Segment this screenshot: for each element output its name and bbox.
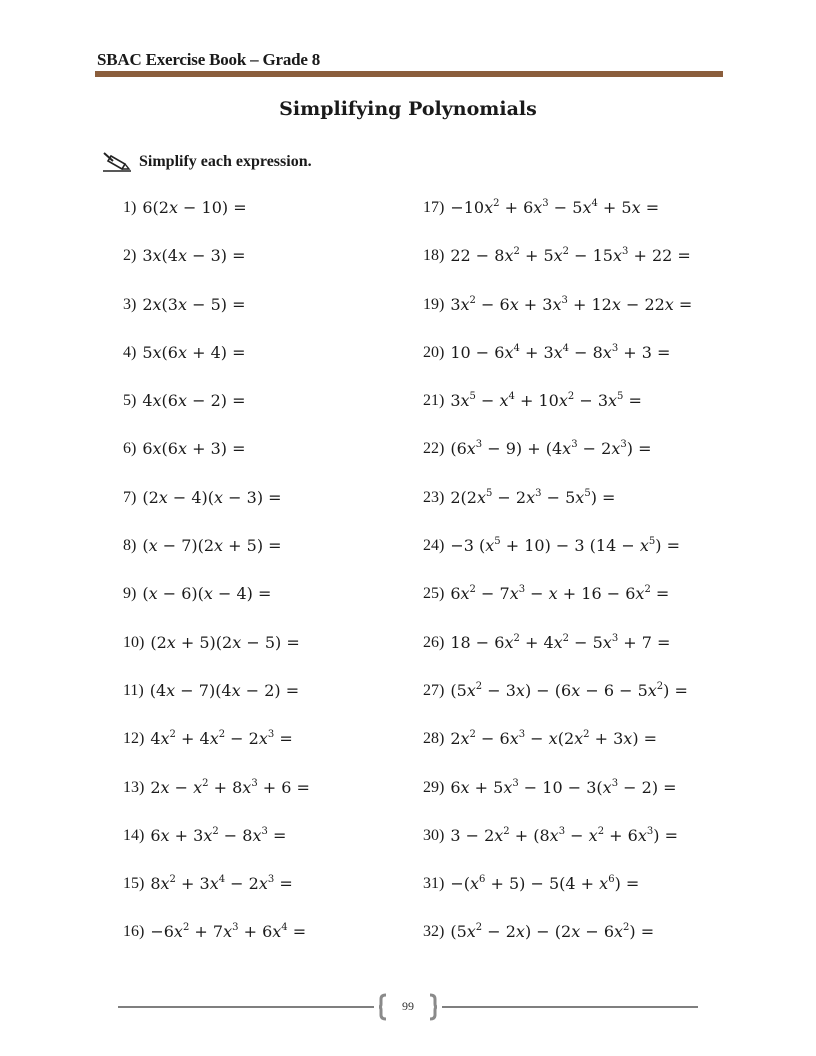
problem-expression: $-6x^2 + 7x^3 + 6x^4$ =: [150, 922, 307, 942]
problem-number: 13): [123, 778, 145, 796]
problem-item: [423, 920, 692, 968]
problem-item: [423, 679, 692, 727]
problem-number: 23): [423, 488, 445, 506]
problem-item: [423, 872, 692, 920]
footer-rule-right: [442, 1006, 698, 1008]
problem-number: 27): [423, 681, 445, 699]
header-rule: [95, 71, 723, 77]
problem-expression: $6x + 5x^3 - 10 - 3(x^3 - 2)$ =: [450, 777, 677, 797]
problem-expression: $(5x^2 - 2x) - (2x - 6x^2)$ =: [450, 922, 655, 942]
problem-number: 15): [123, 875, 145, 893]
problem-expression: (2x − 4)(x − 3) =: [142, 487, 282, 507]
problem-item: [423, 244, 692, 292]
problem-expression: $4x^2 + 4x^2 - 2x^3$ =: [150, 729, 293, 749]
page-title: Simplifying Polynomials: [279, 98, 537, 120]
problem-expression: 3x(4x − 3) =: [142, 246, 246, 266]
problem-expression: $3x^5 - x^4 + 10x^2 - 3x^5$ =: [450, 391, 642, 411]
problem-number: 29): [423, 778, 445, 796]
problem-item: [123, 776, 310, 824]
problem-expression: $-(x^6 + 5) - 5(4 + x^6)$ =: [450, 874, 640, 894]
problem-item: [423, 824, 692, 872]
problem-item: [123, 727, 310, 775]
problem-expression: (x − 7)(2x + 5) =: [142, 536, 282, 556]
problem-item: [423, 293, 692, 341]
instructions: [101, 150, 312, 174]
problem-number: 30): [423, 826, 445, 844]
problem-expression: $6x + 3x^2 - 8x^3$ =: [150, 825, 287, 845]
problem-item: [123, 293, 310, 341]
problem-item: [123, 582, 310, 630]
problems-right-column: [423, 196, 692, 969]
problem-item: [423, 486, 692, 534]
problem-item: [423, 582, 692, 630]
problem-item: [423, 196, 692, 244]
page-number: 99: [402, 999, 414, 1013]
problem-item: [123, 341, 310, 389]
problem-number: 21): [423, 392, 445, 410]
problem-expression: $(6x^3 - 9) + (4x^3 - 2x^3)$ =: [450, 439, 652, 459]
problem-number: 6): [123, 440, 137, 458]
problem-item: [423, 341, 692, 389]
problem-expression: $3 - 2x^2 + (8x^3 - x^2 + 6x^3)$ =: [450, 825, 678, 845]
problem-number: 16): [123, 923, 145, 941]
problem-item: [423, 631, 692, 679]
problem-number: 20): [423, 343, 445, 361]
problem-number: 25): [423, 585, 445, 603]
problem-number: 5): [123, 392, 137, 410]
problem-item: [123, 196, 310, 244]
problem-item: [123, 920, 310, 968]
problem-expression: 6x(6x + 3) =: [142, 439, 246, 459]
problem-expression: $6x^2 - 7x^3 - x + 16 - 6x^2$ =: [450, 584, 670, 604]
problem-expression: 4x(6x − 2) =: [142, 391, 246, 411]
problem-number: 14): [123, 826, 145, 844]
problem-expression: (4x − 7)(4x − 2) =: [149, 680, 300, 700]
problem-item: [123, 486, 310, 534]
problem-number: 3): [123, 295, 137, 313]
problem-number: 19): [423, 295, 445, 313]
problem-expression: $10 - 6x^4 + 3x^4 - 8x^3 + 3$ =: [450, 342, 671, 362]
problem-number: 31): [423, 875, 445, 893]
problem-item: [123, 437, 310, 485]
instructions-text: Simplify each expression.: [139, 153, 312, 170]
problems-left-column: [123, 196, 310, 969]
problem-item: [423, 727, 692, 775]
problem-item: [123, 631, 310, 679]
problem-number: 1): [123, 199, 137, 216]
problem-number: 4): [123, 343, 137, 361]
problem-item: [123, 244, 310, 292]
problem-number: 26): [423, 633, 445, 651]
footer-rule-left: [118, 1006, 374, 1008]
problem-expression: 5x(6x + 4) =: [142, 342, 246, 362]
problem-expression: $-10x^2 + 6x^3 - 5x^4 + 5x$ =: [450, 198, 660, 217]
problem-expression: $(5x^2 - 3x) - (6x - 6 - 5x^2)$ =: [450, 680, 688, 700]
problem-expression: 2x(3x − 5) =: [142, 294, 246, 314]
problem-number: 8): [123, 537, 137, 555]
problem-item: [423, 776, 692, 824]
problem-number: 2): [123, 247, 137, 265]
problem-expression: $2x^2 - 6x^3 - x(2x^2 + 3x)$ =: [450, 729, 658, 749]
page-number-badge: [378, 993, 438, 1021]
problem-expression: $3x^2 - 6x + 3x^3 + 12x - 22x$ =: [450, 294, 693, 314]
problem-expression: $2(2x^5 - 2x^3 - 5x^5)$ =: [450, 487, 616, 507]
pencil-writing-icon: [101, 150, 133, 174]
problem-number: 10): [123, 633, 145, 651]
problem-item: [123, 872, 310, 920]
problem-number: 9): [123, 585, 137, 603]
problem-number: 28): [423, 730, 445, 748]
problem-expression: $18 - 6x^2 + 4x^2 - 5x^3 + 7$ =: [450, 632, 671, 652]
problem-item: [423, 389, 692, 437]
problem-number: 32): [423, 923, 445, 941]
problem-number: 24): [423, 537, 445, 555]
problem-number: 11): [123, 681, 144, 699]
problem-expression: (x − 6)(x − 4) =: [142, 584, 272, 604]
problem-item: [423, 534, 692, 582]
problem-number: 18): [423, 247, 445, 265]
problem-item: [123, 679, 310, 727]
problem-number: 12): [123, 730, 145, 748]
problem-item: [123, 534, 310, 582]
problem-expression: 6(2x − 10) =: [142, 198, 247, 217]
problem-item: [123, 824, 310, 872]
problem-number: 17): [423, 199, 445, 216]
problem-number: 22): [423, 440, 445, 458]
book-header-title: SBAC Exercise Book – Grade 8: [97, 50, 321, 69]
problem-number: 7): [123, 488, 137, 506]
problem-expression: $22 - 8x^2 + 5x^2 - 15x^3 + 22$ =: [450, 246, 691, 266]
problem-expression: (2x + 5)(2x − 5) =: [150, 632, 300, 652]
problem-expression: −3 $(x^5 + 10) - 3$ $(14 - x^5)$ =: [450, 536, 680, 556]
problem-item: [423, 437, 692, 485]
problem-item: [123, 389, 310, 437]
problem-expression: $8x^2 + 3x^4 - 2x^3$ =: [150, 874, 293, 894]
problem-expression: $2x - x^2 + 8x^3 + 6$ =: [150, 777, 310, 797]
